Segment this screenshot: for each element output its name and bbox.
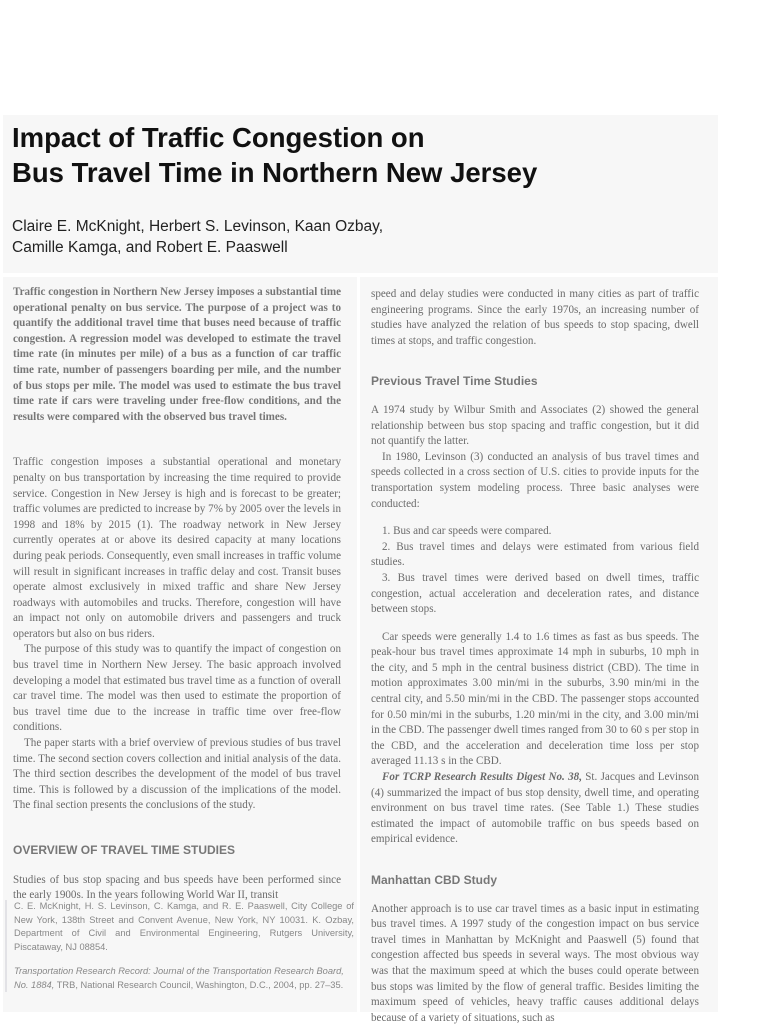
digest-reference: For TCRP Research Results Digest No. 38, xyxy=(382,771,582,784)
citation-details: TRB, National Research Council, Washington, D.C., 2004, pp. 27–35. xyxy=(54,979,344,990)
paragraph xyxy=(371,770,699,848)
author-affiliation: C. E. McKnight, H. S. Levinson, C. Kamga, and R. E. Paaswell, City College of New York, 138th Street and Convent Avenue, New York, NY 10031. K. Ozbay, Department of Civil and Environmental Engineering, Rutgers University, Piscataway, NJ 08854. xyxy=(14,901,354,952)
footnote xyxy=(5,900,354,992)
authors-line-1: Claire E. McKnight, Herbert S. Levinson, Kaan Ozbay, xyxy=(12,218,384,235)
paper-title xyxy=(12,120,537,190)
section-heading: OVERVIEW OF TRAVEL TIME STUDIES xyxy=(13,843,236,857)
paragraph-text: St. Jacques and Levinson (4) summarized the impact of bus stop density, dwell time, and operating environment on bus travel time rates. (See Table 1.) These studies estimated the impact of automobile traffic on bus speeds based on empirical evidence. xyxy=(371,771,699,846)
abstract: Traffic congestion in Northern New Jersey imposes a substantial time operational penalty on bus service. The purpose of a project was to quantify the additional travel time that buses need because of traffic congestion. A regression model was developed to estimate the travel time rate (in minutes per mile) of a bus as a function of car traffic time rate, number of passengers boarding per mile, and the number of bus stops per mile. The model was used to estimate the bus travel time rate if cars were traveling under free-flow conditions, and the results were compared with the observed bus travel times. xyxy=(13,286,341,423)
citation-journal: Transportation Research Record: Journal of the Transportation Research Board, No. 1884, xyxy=(14,966,344,990)
paragraph: speed and delay studies were conducted in many cities as part of traffic engineering programs. Since the early 1970s, an increasing number of studies have analyzed the relation of bus speeds to stop spacing, dwell times at stops, and traffic congestion. xyxy=(371,288,699,347)
citation xyxy=(14,965,354,992)
paragraph: A 1974 study by Wilbur Smith and Associates (2) showed the general relationship between bus stop spacing and traffic congestion, but it did not quantify the latter. xyxy=(371,403,699,448)
authors-line-2: Camille Kamga, and Robert E. Paaswell xyxy=(12,239,288,256)
right-column xyxy=(371,287,699,1026)
title-line-1: Impact of Traffic Congestion on xyxy=(12,122,425,153)
paragraph: Traffic congestion imposes a substantial operational and monetary penalty on bus transportation by increasing the time required to provide service. Congestion in New Jersey is high and is forecast to be greater; traffic volumes are predicted to increase by 7% by 2005 over the levels in 1998 and 18% by 2015 (1). The roadway network in New Jersey currently operates at or above its desired capacity at many locations during peak periods. Consequently, even small increases in traffic volume will result in significant increases in traffic delay and cost. Transit buses operate almost exclusively in mixed traffic and share New Jersey roadways with automobiles and trucks. Therefore, congestion will have an impact not only on automobile drivers and passengers and truck operators but also on bus riders. xyxy=(13,456,341,640)
paragraph: Car speeds were generally 1.4 to 1.6 times as fast as bus speeds. The peak-hour bus travel times approximate 14 mph in suburbs, 10 mph in the city, and 5 mph in the central business district (CBD). The time in motion approximates 3.00 min/mi in the suburbs, 3.90 min/mi in the central city, and 5.50 min/mi in the CBD. The passenger stops accounted for 0.50 min/mi in the suburbs, 1.20 min/mi in the city, and 3.00 min/mi in the CBD. The passenger dwell times ranged from 30 to 60 s per stop in the CBD, and the acceleration and deceleration time loss per stop averaged 11.13 s in the CBD. xyxy=(371,630,699,768)
list-item: 1. Bus and car speeds were compared. xyxy=(382,525,552,538)
list-item: 2. Bus travel times and delays were estimated from various field studies. xyxy=(371,540,699,569)
paragraph: In 1980, Levinson (3) conducted an analysis of bus travel times and speeds collected in a cross section of U.S. cities to provide inputs for the transportation system modeling process. Three basic analyses were conducted: xyxy=(371,450,699,510)
paragraph: Another approach is to use car travel times as a basic input in estimating bus travel times. A 1997 study of the congestion impact on bus service travel times in Manhattan by McKnight and Paaswell (5) found that congestion affected bus speeds in several ways. The most obvious way was that the maximum speed at which the buses could operate between bus stops was limited by the flow of general traffic. Besides limiting the maximum speed of vehicles, heavy traffic causes additional delays because of a variety of situations, such as xyxy=(371,902,699,1024)
numbered-list xyxy=(371,524,699,618)
left-column xyxy=(13,285,341,904)
paragraph: The paper starts with a brief overview of previous studies of bus travel time. The second section covers collection and initial analysis of the data. The third section describes the development of the model of bus travel time. This is followed by a discussion of the implications of the model. The final section presents the conclusions of the study. xyxy=(13,737,341,812)
list-item: 3. Bus travel times were derived based on dwell times, traffic congestion, actual acceleration and deceleration rates, and distance between stops. xyxy=(371,571,699,616)
title-line-2: Bus Travel Time in Northern New Jersey xyxy=(12,157,538,188)
paragraph: The purpose of this study was to quantify the impact of congestion on bus travel time in Northern New Jersey. The basic approach involved developing a model that estimated bus travel time as a function of overall car travel time. The model was then used to estimate the proportion of bus travel time due to the increase in traffic time over free-flow conditions. xyxy=(13,643,341,734)
paragraph: Studies of bus stop spacing and bus speeds have been performed since the early 1900s. In the years following World War II, transit xyxy=(13,873,341,902)
author-list xyxy=(12,216,383,258)
subsection-heading: Previous Travel Time Studies xyxy=(371,374,538,389)
subsection-heading: Manhattan CBD Study xyxy=(371,873,497,887)
